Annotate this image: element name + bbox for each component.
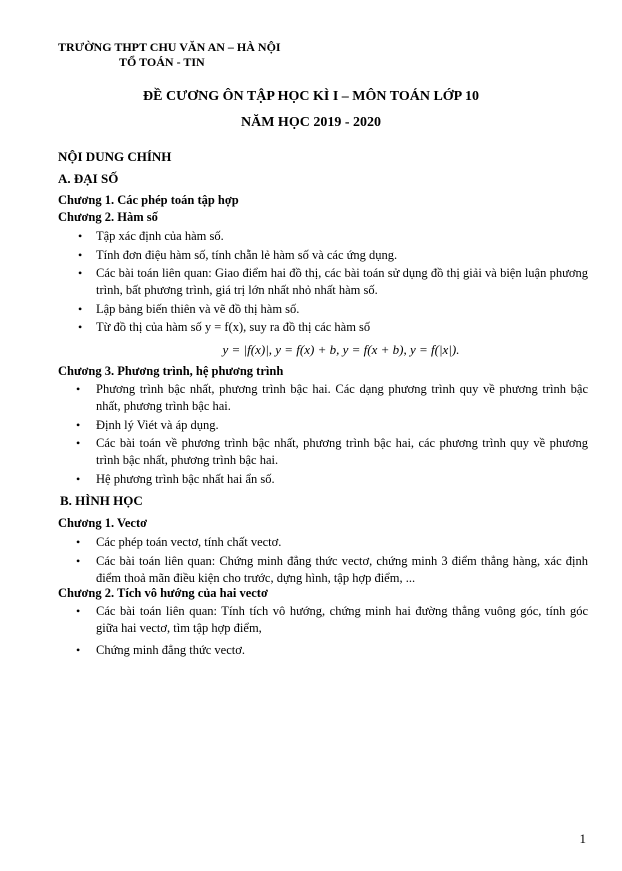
bullet-list-vectors [0,534,622,587]
list-item: • Chứng minh đẳng thức vectơ. [76,643,245,657]
department-name: TỔ TOÁN - TIN [119,55,205,69]
list-item: • Các bài toán liên quan: Chứng minh đẳng thức vectơ, chứng minh 3 điểm thẳng hàng, xác định điểm thoả mãn điều kiện cho trước, dựng hình, tập hợp điểm, ... [76,553,588,585]
chapter-title: Chương 3. Phương trình, hệ phương trình [58,364,284,378]
list-item: • Các bài toán liên quan: Giao điểm hai đồ thị, các bài toán sử dụng đồ thị giải và biện luận phương trình, bất phương trình, giá trị lớn nhất nhỏ nhất hàm số. [78,266,588,297]
bullet-icon: • [76,643,81,657]
bullet-list-equations [0,381,622,488]
bullet-list-functions [0,228,622,336]
list-item: • Tập xác định của hàm số. [78,229,224,243]
list-item: • Lập bảng biến thiên và vẽ đồ thị hàm số. [78,301,300,316]
chapter-title: Chương 2. Hàm số [58,210,158,224]
chapter-title: Chương 1. Vectơ [58,516,148,530]
bullet-icon: • [78,229,83,243]
page-number: 1 [579,831,586,846]
list-item: • Các bài toán về phương trình bậc nhất, phương trình bậc hai, các phương trình quy về phương trình bậc nhất, phương trình bậc hai. [76,436,588,467]
list-item: • Phương trình bậc nhất, phương trình bậc hai. Các dạng phương trình quy về phương trình bậc nhất, phương trình bậc hai. [76,382,588,413]
list-item: • Các phép toán vectơ, tính chất vectơ. [76,535,282,549]
chapter-title: Chương 2. Tích vô hướng của hai vectơ [58,586,268,600]
bullet-icon: • [76,471,81,486]
section-heading-geometry: B. HÌNH HỌC [60,493,143,508]
chapter-title: Chương 1. Các phép toán tập hợp [58,193,239,207]
document-title: ĐỀ CƯƠNG ÔN TẬP HỌC KÌ I – MÔN TOÁN LỚP 10 [143,89,479,104]
school-name: TRƯỜNG THPT CHU VĂN AN – HÀ NỘI [58,40,281,54]
list-item: • Tính đơn điệu hàm số, tính chẵn lẻ hàm số và các ứng dụng. [78,247,398,262]
bullet-icon: • [78,266,83,280]
bullet-list-dot-product [0,603,622,659]
bullet-icon: • [76,535,81,549]
list-item: • Định lý Viét và áp dụng. [76,417,219,432]
school-year: NĂM HỌC 2019 - 2020 [241,115,381,130]
list-item: • Các bài toán liên quan: Tính tích vô hướng, chứng minh hai đường thẳng vuông góc, tính góc giữa hai vectơ, tìm tập hợp điểm, [76,604,588,635]
list-item: • Từ đồ thị của hàm số y = f(x), suy ra đồ thị các hàm số [78,320,371,334]
list-item: • Hệ phương trình bậc nhất hai ẩn số. [76,471,275,486]
bullet-icon: • [78,301,83,316]
bullet-icon: • [76,604,81,618]
section-heading-algebra: A. ĐẠI SỐ [58,171,119,186]
main-heading: NỘI DUNG CHÍNH [58,149,172,164]
bullet-icon: • [76,553,81,568]
bullet-icon: • [76,436,81,450]
bullet-icon: • [78,320,83,334]
bullet-icon: • [76,382,81,396]
bullet-icon: • [76,417,81,432]
bullet-icon: • [78,247,83,262]
function-transform-formula: y = |f(x)|, y = f(x) + b, y = f(x + b), y = f(|x|). [222,342,460,357]
